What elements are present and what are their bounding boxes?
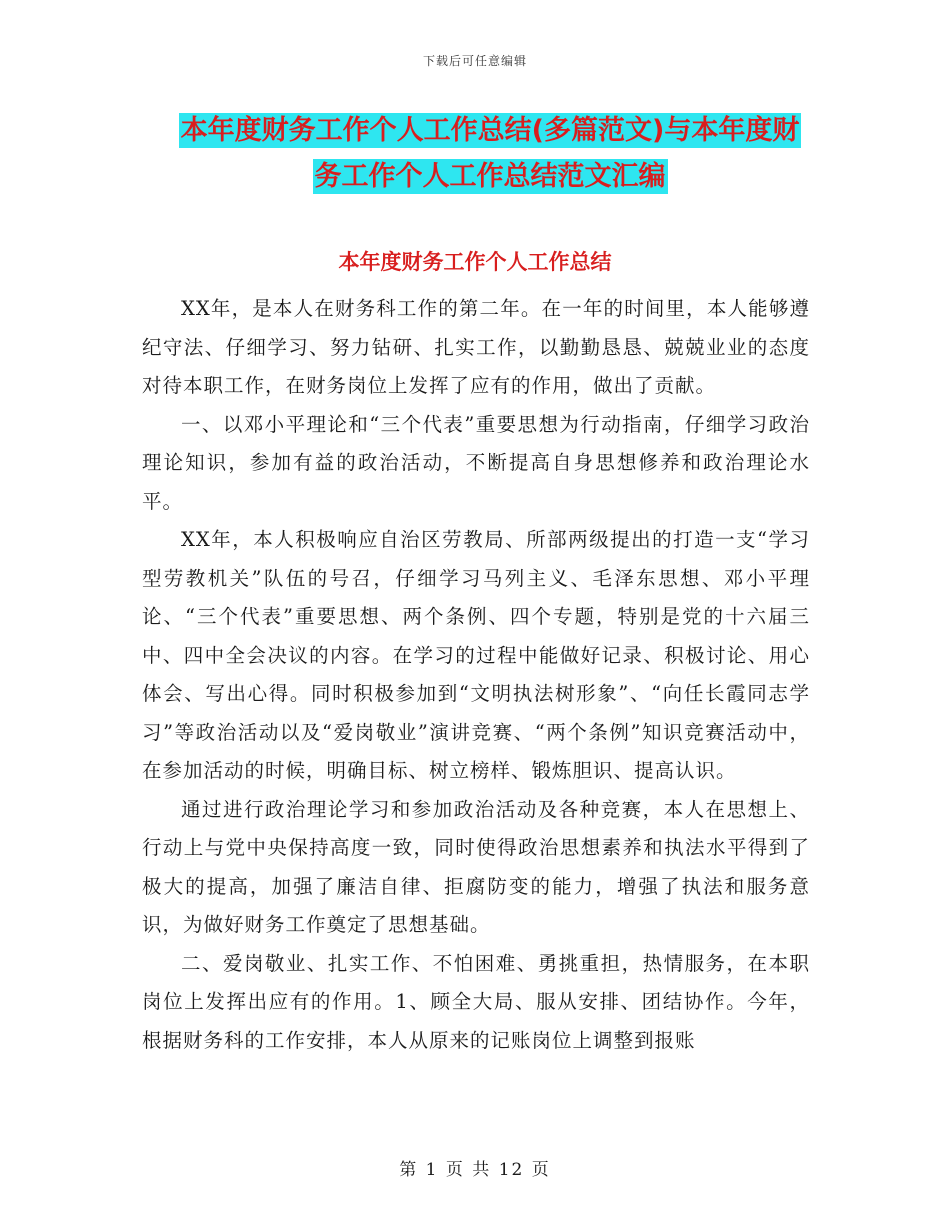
header-note: 下载后可任意编辑	[422, 54, 527, 68]
paragraph: XX年，是本人在财务科工作的第二年。在一年的时间里，本人能够遵纪守法、仔细学习、努力钻研、扎实工作，以勤勤恳恳、兢兢业业的态度对待本职工作，在财务岗位上发挥了应有的作用，做出了贡献。	[142, 297, 810, 397]
paragraph: XX年，本人积极响应自治区劳教局、所部两级提出的打造一支“学习型劳教机关”队伍的号召，仔细学习马列主义、毛泽东思想、邓小平理论、“三个代表”重要思想、两个条例、四个专题，特别是党的十六届三中、四中全会决议的内容。在学习的过程中能做好记录、积极讨论、用心体会、写出心得。同时积极参加到“文明执法树形象”、“向任长霞同志学习”等政治活动以及“爱岗敬业”演讲竞赛、“两个条例”知识竞赛活动中，在参加活动的时候，明确目标、树立榜样、锻炼胆识、提高认识。	[142, 528, 810, 782]
paragraph: 二、爱岗敬业、扎实工作、不怕困难、勇挑重担，热情服务，在本职岗位上发挥出应有的作用。1、顾全大局、服从安排、团结协作。今年，根据财务科的工作安排，本人从原来的记账岗位上调整到报账	[142, 951, 810, 1052]
paragraph: 一、以邓小平理论和“三个代表”重要思想为行动指南，仔细学习政治理论知识，参加有益的政治活动，不断提高自身思想修养和政治理论水平。	[142, 412, 810, 513]
document-title	[140, 108, 840, 200]
document-title-line-1: 本年度财务工作个人工作总结(多篇范文)与本年度财	[180, 115, 800, 146]
document-title-line-2: 务工作个人工作总结范文汇编	[314, 161, 666, 192]
page-number-footer: 第 1 页 共 12 页	[399, 1160, 551, 1180]
body-text	[142, 290, 810, 1060]
paragraph: 通过进行政治理论学习和参加政治活动及各种竞赛，本人在思想上、行动上与党中央保持高度一致，同时使得政治思想素养和执法水平得到了极大的提高，加强了廉洁自律、拒腐防变的能力，增强了执法和服务意识，为做好财务工作奠定了思想基础。	[142, 797, 810, 936]
section-title: 本年度财务工作个人工作总结	[338, 250, 612, 274]
